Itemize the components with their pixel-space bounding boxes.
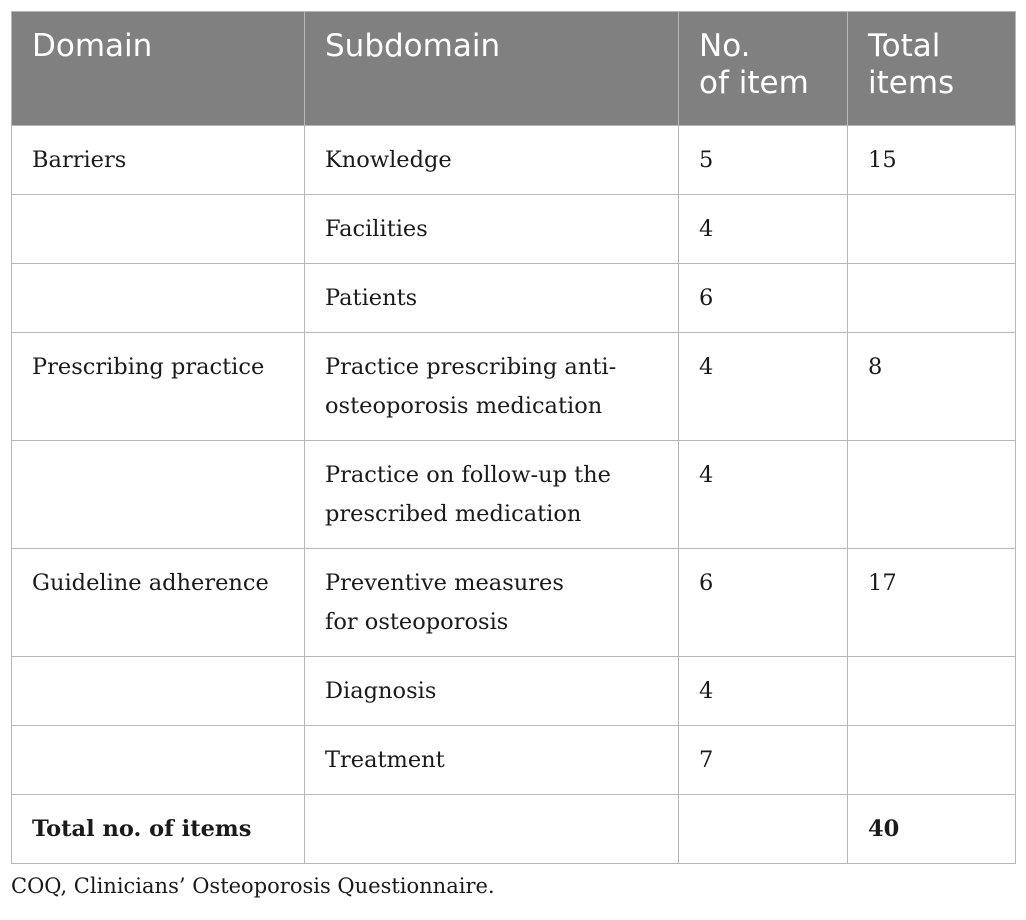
table-row <box>12 441 1016 549</box>
table-row <box>12 549 1016 657</box>
total-items-cell <box>848 441 1016 549</box>
table-body <box>12 126 1016 864</box>
table-footnote: COQ, Clinicians’ Osteoporosis Questionnaire. <box>11 874 495 898</box>
header-row <box>12 12 1016 126</box>
subdomain-cell: Diagnosis <box>305 657 679 726</box>
domain-cell <box>12 657 305 726</box>
domain-cell: Guideline adherence <box>12 549 305 657</box>
table-row <box>12 126 1016 195</box>
total-items-cell <box>848 264 1016 333</box>
total-items-cell: 8 <box>848 333 1016 441</box>
item-count-cell: 6 <box>679 549 848 657</box>
total-items-cell: 15 <box>848 126 1016 195</box>
table-row <box>12 726 1016 795</box>
total-items-cell <box>848 195 1016 264</box>
item-count-cell: 4 <box>679 195 848 264</box>
item-count-cell: 4 <box>679 441 848 549</box>
item-count-cell: 7 <box>679 726 848 795</box>
table-row <box>12 264 1016 333</box>
domain-cell: Barriers <box>12 126 305 195</box>
subdomain-cell: Preventive measures for osteoporosis <box>305 549 679 657</box>
subdomain-cell: Treatment <box>305 726 679 795</box>
total-items-cell <box>848 657 1016 726</box>
subdomain-cell: Patients <box>305 264 679 333</box>
domain-cell <box>12 726 305 795</box>
item-count-cell: 4 <box>679 333 848 441</box>
domain-cell <box>12 264 305 333</box>
header-no-of-item: No. of item <box>679 12 848 126</box>
table-row <box>12 195 1016 264</box>
total-item-count-cell <box>679 795 848 864</box>
subdomain-cell: Practice on follow-up the prescribed medication <box>305 441 679 549</box>
table-row <box>12 333 1016 441</box>
total-items-cell: 17 <box>848 549 1016 657</box>
header-total-items: Total items <box>848 12 1016 126</box>
header-domain: Domain <box>12 12 305 126</box>
item-count-cell: 6 <box>679 264 848 333</box>
table-header <box>12 12 1016 126</box>
table-row <box>12 657 1016 726</box>
total-items-cell <box>848 726 1016 795</box>
total-subdomain-cell <box>305 795 679 864</box>
domain-cell <box>12 441 305 549</box>
item-count-cell: 4 <box>679 657 848 726</box>
header-subdomain: Subdomain <box>305 12 679 126</box>
subdomain-cell: Practice prescribing anti- osteoporosis medication <box>305 333 679 441</box>
subdomain-cell: Facilities <box>305 195 679 264</box>
total-label-cell: Total no. of items <box>12 795 305 864</box>
item-count-cell: 5 <box>679 126 848 195</box>
domain-cell: Prescribing practice <box>12 333 305 441</box>
total-row <box>12 795 1016 864</box>
coq-table <box>11 11 1016 864</box>
subdomain-cell: Knowledge <box>305 126 679 195</box>
domain-cell <box>12 195 305 264</box>
grand-total-cell: 40 <box>848 795 1016 864</box>
